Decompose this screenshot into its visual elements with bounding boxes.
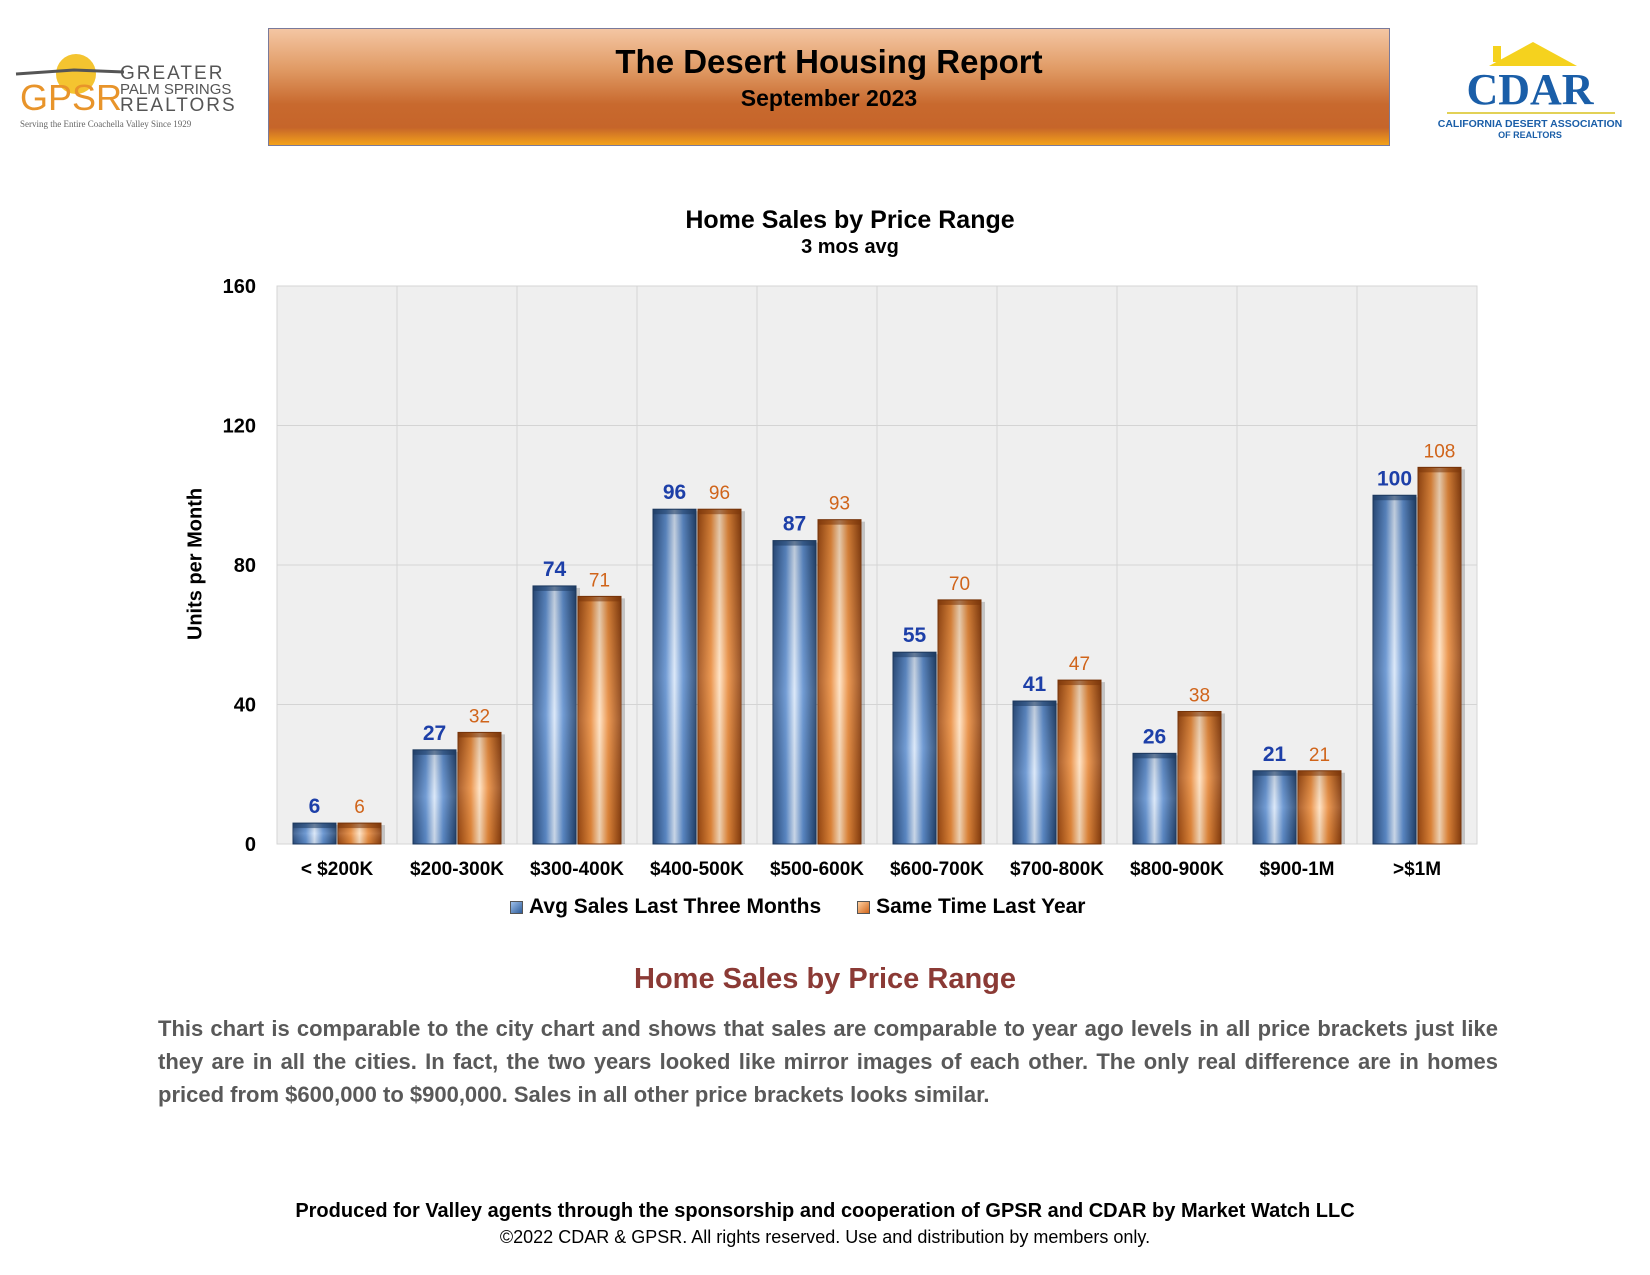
bar-cap: [458, 732, 501, 737]
legend-label-last-year: Same Time Last Year: [876, 895, 1086, 918]
cdar-line-1: CALIFORNIA DESERT ASSOCIATION: [1437, 118, 1623, 130]
data-label-avg: 87: [782, 512, 807, 536]
bar-shading: [1418, 467, 1461, 844]
gpsr-line-3: REALTORS: [120, 95, 237, 116]
bar-shading: [1298, 771, 1341, 844]
data-label-last-year: 96: [708, 483, 731, 505]
bar-cap: [1298, 771, 1341, 776]
data-label-last-year: 71: [588, 570, 611, 592]
bar-shading: [533, 586, 576, 844]
cdar-line-2: OF REALTORS: [1498, 130, 1562, 140]
gpsr-mark: GPSR: [20, 77, 123, 118]
bar-shading: [818, 520, 861, 844]
data-label-last-year: 6: [354, 797, 365, 819]
bar-cap: [653, 509, 696, 514]
x-tick-label: $300-400K: [529, 859, 625, 880]
data-label-avg: 6: [308, 795, 321, 819]
x-tick-label: >$1M: [1392, 859, 1442, 880]
cdar-mark: CDAR: [1466, 65, 1594, 114]
bar-cap: [413, 750, 456, 755]
bar-shading: [413, 750, 456, 844]
legend-item-avg: [510, 895, 821, 919]
bar-shading: [578, 596, 621, 844]
bar-shading: [938, 600, 981, 844]
legend-swatch-orange: [857, 901, 870, 914]
bar-cap: [698, 509, 741, 514]
bar-shading: [1058, 680, 1101, 844]
bar-cap: [1058, 680, 1101, 685]
chart-legend: [510, 893, 1121, 921]
bar-cap: [773, 541, 816, 546]
report-title: The Desert Housing Report: [615, 43, 1043, 80]
data-label-last-year: 93: [828, 493, 851, 515]
y-axis-label: Units per Month: [184, 487, 207, 641]
y-tick-label: 40: [233, 694, 256, 717]
bar-shading: [1178, 711, 1221, 844]
data-label-avg: 100: [1376, 467, 1413, 491]
data-label-last-year: 108: [1423, 441, 1456, 463]
data-label-avg: 21: [1262, 742, 1287, 766]
bar-shading: [458, 732, 501, 844]
gpsr-line-2: PALM SPRINGS: [120, 81, 232, 98]
data-label-avg: 55: [902, 624, 927, 648]
bar-shading: [1013, 701, 1056, 844]
gpsr-tagline: Serving the Entire Coachella Valley Since 1929: [20, 119, 192, 129]
bar-cap: [893, 652, 936, 657]
x-tick-label: $600-700K: [889, 859, 985, 880]
y-tick-label: 160: [222, 276, 256, 298]
bar-cap: [1253, 771, 1296, 776]
bar-cap: [533, 586, 576, 591]
x-tick-label: < $200K: [300, 859, 374, 880]
data-label-last-year: 21: [1308, 744, 1331, 766]
bar-shading: [1373, 495, 1416, 844]
data-label-last-year: 70: [948, 573, 971, 595]
bar-cap: [1418, 467, 1461, 472]
bar-shading: [653, 509, 696, 844]
x-tick-label: $400-500K: [649, 859, 745, 880]
y-tick-label: 80: [233, 555, 256, 577]
legend-item-last-year: [857, 895, 1085, 919]
data-label-avg: 26: [1142, 725, 1167, 749]
data-label-avg: 74: [542, 557, 567, 581]
data-label-avg: 27: [422, 721, 447, 745]
y-tick-label: 0: [244, 834, 256, 856]
x-tick-label: $800-900K: [1129, 859, 1225, 880]
data-label-last-year: 38: [1188, 685, 1211, 707]
data-label-avg: 41: [1022, 673, 1047, 697]
y-tick-label: 120: [222, 415, 256, 438]
data-label-last-year: 32: [468, 706, 491, 728]
x-tick-label: $200-300K: [409, 859, 505, 880]
bar-cap: [938, 600, 981, 605]
bar-cap: [1373, 495, 1416, 500]
x-tick-label: $700-800K: [1009, 859, 1105, 880]
legend-label-avg: Avg Sales Last Three Months: [529, 895, 822, 918]
gpsr-line-1: GREATER: [120, 63, 225, 84]
bar-cap: [578, 596, 621, 601]
commentary-heading: Home Sales by Price Range: [634, 963, 1016, 995]
footer-credit: Produced for Valley agents through the sponsorship and cooperation of GPSR and CDAR by Market Watch LLC: [295, 1200, 1355, 1222]
bar-shading: [893, 652, 936, 844]
legend-swatch-blue: [510, 901, 523, 914]
chart-title: Home Sales by Price Range: [685, 206, 1015, 234]
bar-cap: [293, 823, 336, 828]
x-tick-label: $900-1M: [1259, 859, 1335, 880]
commentary-body: This chart is comparable to the city chart and shows that sales are comparable to year ago levels in all price brackets just like they are in all the cities. In fact, the two years looked like mirror images of each other. The only real difference are in homes priced from $600,000 to $900,000. Sales in all other price brackets looks similar.: [158, 1016, 1498, 1107]
x-tick-label: $500-600K: [769, 859, 865, 880]
bar-cap: [818, 520, 861, 525]
bar-shading: [1253, 771, 1296, 844]
footer-copyright: ©2022 CDAR & GPSR. All rights reserved. Use and distribution by members only.: [499, 1227, 1151, 1247]
data-label-last-year: 47: [1068, 654, 1091, 676]
report-date: September 2023: [740, 85, 918, 111]
bar-shading: [773, 541, 816, 844]
bar-shading: [1133, 753, 1176, 844]
bar-cap: [338, 823, 381, 828]
data-label-avg: 96: [662, 481, 687, 505]
bar-cap: [1013, 701, 1056, 706]
bar-cap: [1133, 753, 1176, 758]
chart-subtitle: 3 mos avg: [801, 236, 899, 258]
bar-shading: [698, 509, 741, 844]
bar-cap: [1178, 711, 1221, 716]
